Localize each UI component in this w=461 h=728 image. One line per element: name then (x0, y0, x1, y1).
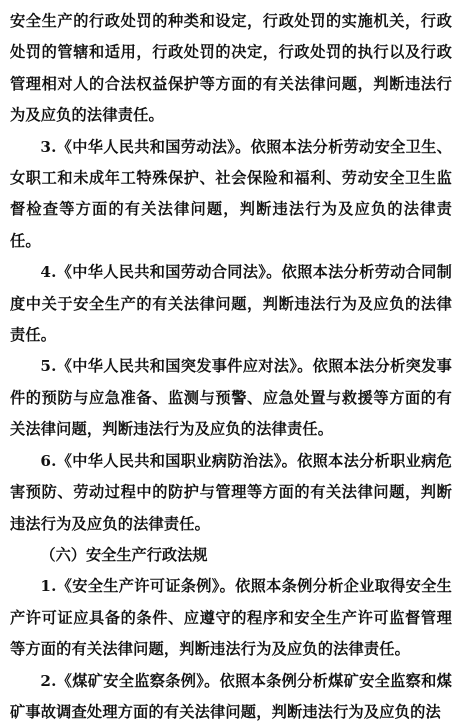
paragraph-safety-license-regulation: 1.《安全生产许可证条例》。依照本条例分析企业取得安全生产许可证应具备的条件、应遵守的程序和安全生产许可监督管理等方面的有关法律问题，判断违法行为及应负的法律责任。 (10, 577, 452, 659)
paragraph-coal-mine-supervision-regulation: 2.《煤矿安全监察条例》。依照本条例分析煤矿安全监察和煤矿事故调查处理方面的有关法律问题，判断违法行为及应负的法 (10, 671, 452, 721)
paragraph-labor-law: 3.《中华人民共和国劳动法》。依照本法分析劳动安全卫生、女职工和未成年工特殊保护、社会保险和福利、劳动安全卫生监督检查等方面的有关法律问题，判断违法行为及应负的法律责任。 (10, 137, 452, 250)
document-page (10, 6, 452, 728)
paragraph-occupational-disease-law: 6.《中华人民共和国职业病防治法》。依照本法分析职业病危害预防、劳动过程中的防护与管理等方面的有关法律问题，判断违法行为及应负的法律责任。 (10, 451, 452, 533)
paragraph-emergency-response-law: 5.《中华人民共和国突发事件应对法》。依照本法分析突发事件的预防与应急准备、监测与预警、应急处置与救援等方面的有关法律问题，判断违法行为及应负的法律责任。 (10, 357, 452, 439)
section-heading-admin-regulations: （六）安全生产行政法规 (40, 545, 208, 564)
paragraph-labor-contract-law: 4.《中华人民共和国劳动合同法》。依照本法分析劳动合同制度中关于安全生产的有关法律问题，判断违法行为及应负的法律责任。 (10, 263, 452, 345)
paragraph-admin-penalty-continued: 安全生产的行政处罚的种类和设定，行政处罚的实施机关，行政处罚的管辖和适用，行政处罚的决定，行政处罚的执行以及行政管理相对人的合法权益保护等方面的有关法律问题，判断违法行为及应负的法律责任。 (10, 12, 452, 125)
